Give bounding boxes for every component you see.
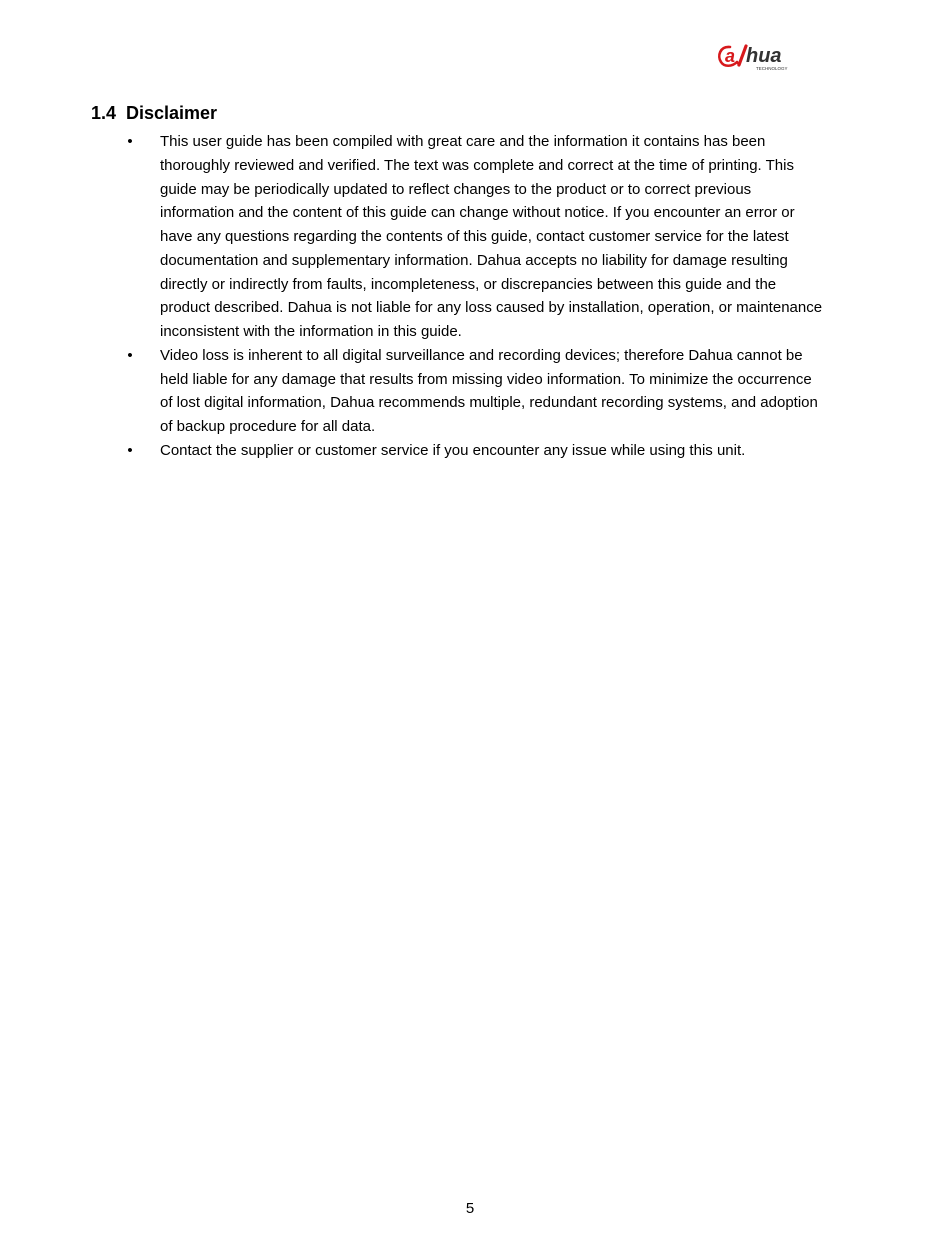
bullet-icon: •: [127, 441, 133, 459]
bullet-icon: •: [127, 133, 133, 150]
section-number: 1.4: [91, 103, 117, 123]
list-item-text: This user guide has been compiled with great care and the information it contains has been thoroughly reviewed and verified. The text was complete and correct at the time of printing. This guide may be periodically updated to reflect changes to the product or to correct previous information and the content of this guide can change without notice. If you encounter an error or have any questions regarding the contents of this guide, contact customer service for the latest documentation and supplementary information. Dahua accepts no liability for damage resulting directly or indirectly from faults, incompleteness, or discrepancies between this guide and the product described. Dahua is not liable for any loss caused by installation, operation, or maintenance inconsistent with the information in this guide.: [160, 133, 823, 340]
dahua-logo: [716, 42, 806, 72]
list-item: [124, 344, 824, 439]
bullet-icon: •: [127, 346, 133, 364]
dahua-logo-graphic: [716, 42, 806, 72]
page-number: 5: [465, 1200, 475, 1217]
svg-text:a: a: [725, 46, 736, 66]
section-title: Disclaimer: [126, 103, 218, 123]
disclaimer-list: [124, 130, 824, 463]
svg-text:TECHNOLOGY: TECHNOLOGY: [756, 66, 788, 71]
list-item-text: Video loss is inherent to all digital surveillance and recording devices; therefore Dahua cannot be held liable for any damage that results from missing video information. To minimize the occurrence of lost digital information, Dahua recommends multiple, redundant recording systems, and adoption of backup procedure for all data.: [160, 346, 818, 435]
list-item: [124, 130, 824, 344]
list-item: [124, 439, 824, 463]
svg-text:hua: hua: [746, 45, 782, 67]
section-heading: [91, 102, 217, 124]
list-item-text: Contact the supplier or customer service if you encounter any issue while using this unit.: [160, 441, 746, 459]
